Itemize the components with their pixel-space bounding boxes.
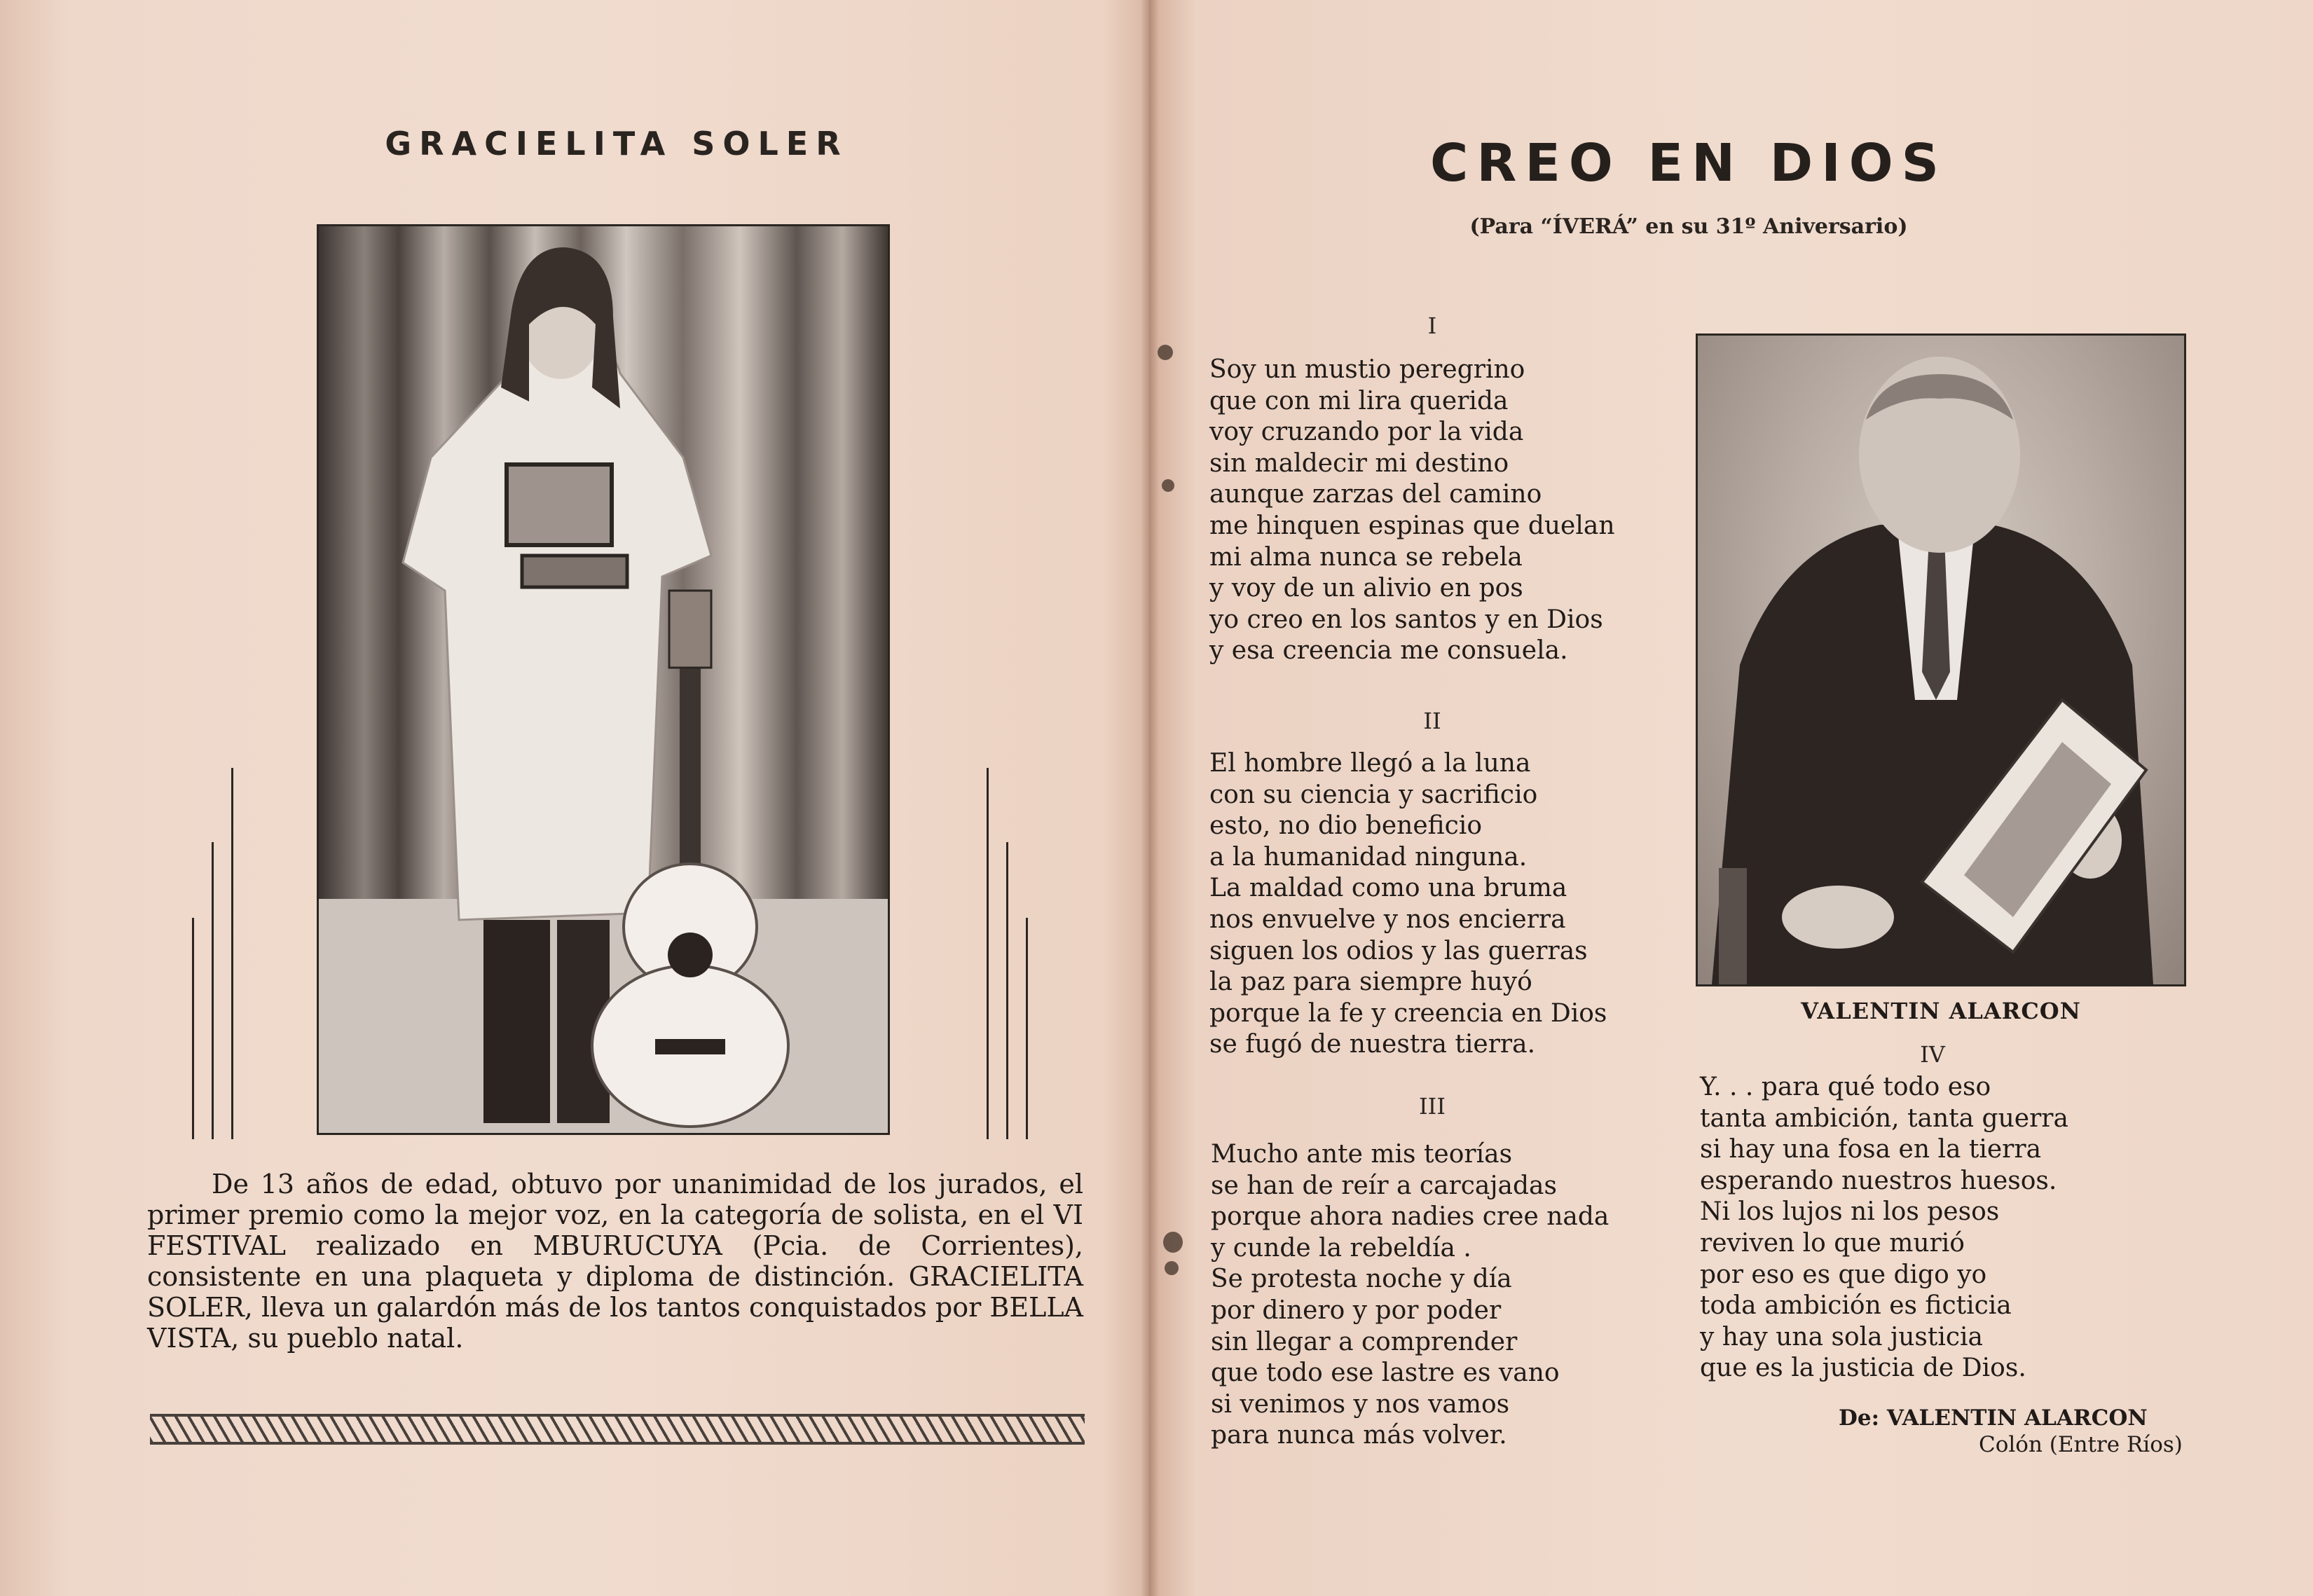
photo-name-caption: VALENTIN ALARCON — [1801, 998, 2081, 1024]
right-page — [1149, 0, 2313, 1596]
verse-line: porque ahora nadies cree nada — [1211, 1202, 1610, 1232]
girl-photo-illustration — [319, 226, 888, 1133]
verse-line: Mucho ante mis teorías — [1211, 1140, 1513, 1169]
verse-line: me hinquen espinas que duelan — [1209, 511, 1615, 540]
verse-line: por dinero y por poder — [1211, 1295, 1502, 1325]
verse-line: para nunca más volver. — [1211, 1421, 1507, 1450]
paper-stain — [1162, 479, 1174, 492]
decorative-line — [1006, 842, 1008, 1139]
stanza-3 — [1211, 1139, 1609, 1452]
verse-line: yo creo en los santos y en Dios — [1209, 605, 1603, 634]
verse-line: si venimos y nos vamos — [1211, 1389, 1510, 1419]
verse-line: porque la fe y creencia en Dios — [1209, 998, 1607, 1028]
verse-line: la paz para siempre huyó — [1209, 968, 1532, 997]
verse-line: con su ciencia y sacrificio — [1209, 780, 1538, 809]
verse-line: por eso es que digo yo — [1700, 1260, 1987, 1289]
paper-stain — [1165, 1261, 1179, 1275]
signature-block — [1839, 1405, 2313, 1457]
photo-valentin-alarcon — [1696, 333, 2186, 986]
verse-line: Se protesta noche y día — [1211, 1265, 1512, 1294]
left-page-heading: GRACIELITA SOLER — [385, 125, 849, 163]
man-photo-illustration — [1698, 336, 2184, 984]
verse-line: que con mi lira querida — [1209, 386, 1509, 415]
verse-line: y hay una sola justicia — [1700, 1322, 1983, 1351]
verse-line: se han de reír a carcajadas — [1211, 1171, 1557, 1200]
poem-subtitle: (Para “ÍVERÁ” en su 31º Aniversario) — [1469, 214, 1908, 239]
signature-author: De: VALENTIN ALARCON — [1839, 1405, 2148, 1431]
verse-line: aunque zarzas del camino — [1209, 480, 1542, 509]
ornamental-border — [150, 1414, 1085, 1445]
verse-line: tanta ambición, tanta guerra — [1700, 1103, 2068, 1133]
verse-line: a la humanidad ninguna. — [1209, 842, 1528, 872]
poem-title: CREO EN DIOS — [1430, 133, 1947, 193]
verse-line: mi alma nunca se rebela — [1209, 542, 1523, 572]
decorative-line — [231, 768, 233, 1139]
signature-place: Colón (Entre Ríos) — [1979, 1432, 2183, 1457]
verse-line: si hay una fosa en la tierra — [1700, 1135, 2042, 1164]
photo-gracielita-soler — [317, 224, 890, 1135]
paper-stain — [1163, 1232, 1183, 1253]
verse-line: y voy de un alivio en pos — [1209, 574, 1523, 603]
verse-line: toda ambición es ficticia — [1700, 1291, 2012, 1321]
verse-line: Y. . . para qué todo eso — [1700, 1073, 1991, 1101]
caption-paragraph: De 13 años de edad, obtuvo por unanimidad de los jurados, el primer premio como la mejor voz, en la categoría de solista, en el VI FESTIVAL realizado en MBURUCUYA (Pcia. de Corrientes), consistente en una plaqueta y diploma de distinción. GRACIELITA SOLER, lleva un galardón más de los tantos conquistados por BELLA VISTA, su pueblo natal. — [147, 1169, 1083, 1354]
verse-line: voy cruzando por la vida — [1209, 418, 1524, 447]
verse-line: sin maldecir mi destino — [1209, 448, 1509, 478]
stanza-1 — [1209, 355, 1615, 667]
photo-caption — [147, 1169, 1083, 1354]
verse-line: nos envuelve y nos encierra — [1209, 904, 1566, 934]
decorative-line — [1026, 918, 1028, 1139]
stanza-number: I — [1427, 312, 1437, 339]
verse-line: y cunde la rebeldía . — [1211, 1233, 1471, 1263]
decorative-line — [987, 768, 989, 1139]
book-gutter — [1141, 0, 1159, 1596]
verse-line: siguen los odios y las guerras — [1209, 936, 1588, 965]
verse-line: se fugó de nuestra tierra. — [1209, 1030, 1536, 1059]
verse-line: y esa creencia me consuela. — [1209, 636, 1568, 666]
stanza-4 — [1700, 1072, 2068, 1384]
verse-line: La maldad como una bruma — [1209, 874, 1567, 903]
stanza-number: IV — [1920, 1041, 1945, 1068]
left-page — [0, 0, 1149, 1596]
verse-line: que es la justicia de Dios. — [1700, 1354, 2026, 1383]
decorative-line — [212, 842, 214, 1139]
verse-line: que todo ese lastre es vano — [1211, 1358, 1560, 1388]
verse-line: esto, no dio beneficio — [1209, 811, 1482, 841]
stanza-number: II — [1423, 708, 1441, 734]
paper-stain — [1158, 345, 1173, 360]
verse-line: Soy un mustio peregrino — [1209, 355, 1525, 384]
verse-line: sin llegar a comprender — [1211, 1327, 1518, 1356]
stanza-number: III — [1419, 1093, 1446, 1120]
verse-line: El hombre llegó a la luna — [1209, 749, 1531, 778]
verse-line: esperando nuestros huesos. — [1700, 1166, 2057, 1195]
verse-line: Ni los lujos ni los pesos — [1700, 1197, 2000, 1227]
decorative-line — [192, 918, 194, 1139]
stanza-2 — [1209, 748, 1607, 1061]
verse-line: reviven lo que murió — [1700, 1228, 1965, 1258]
